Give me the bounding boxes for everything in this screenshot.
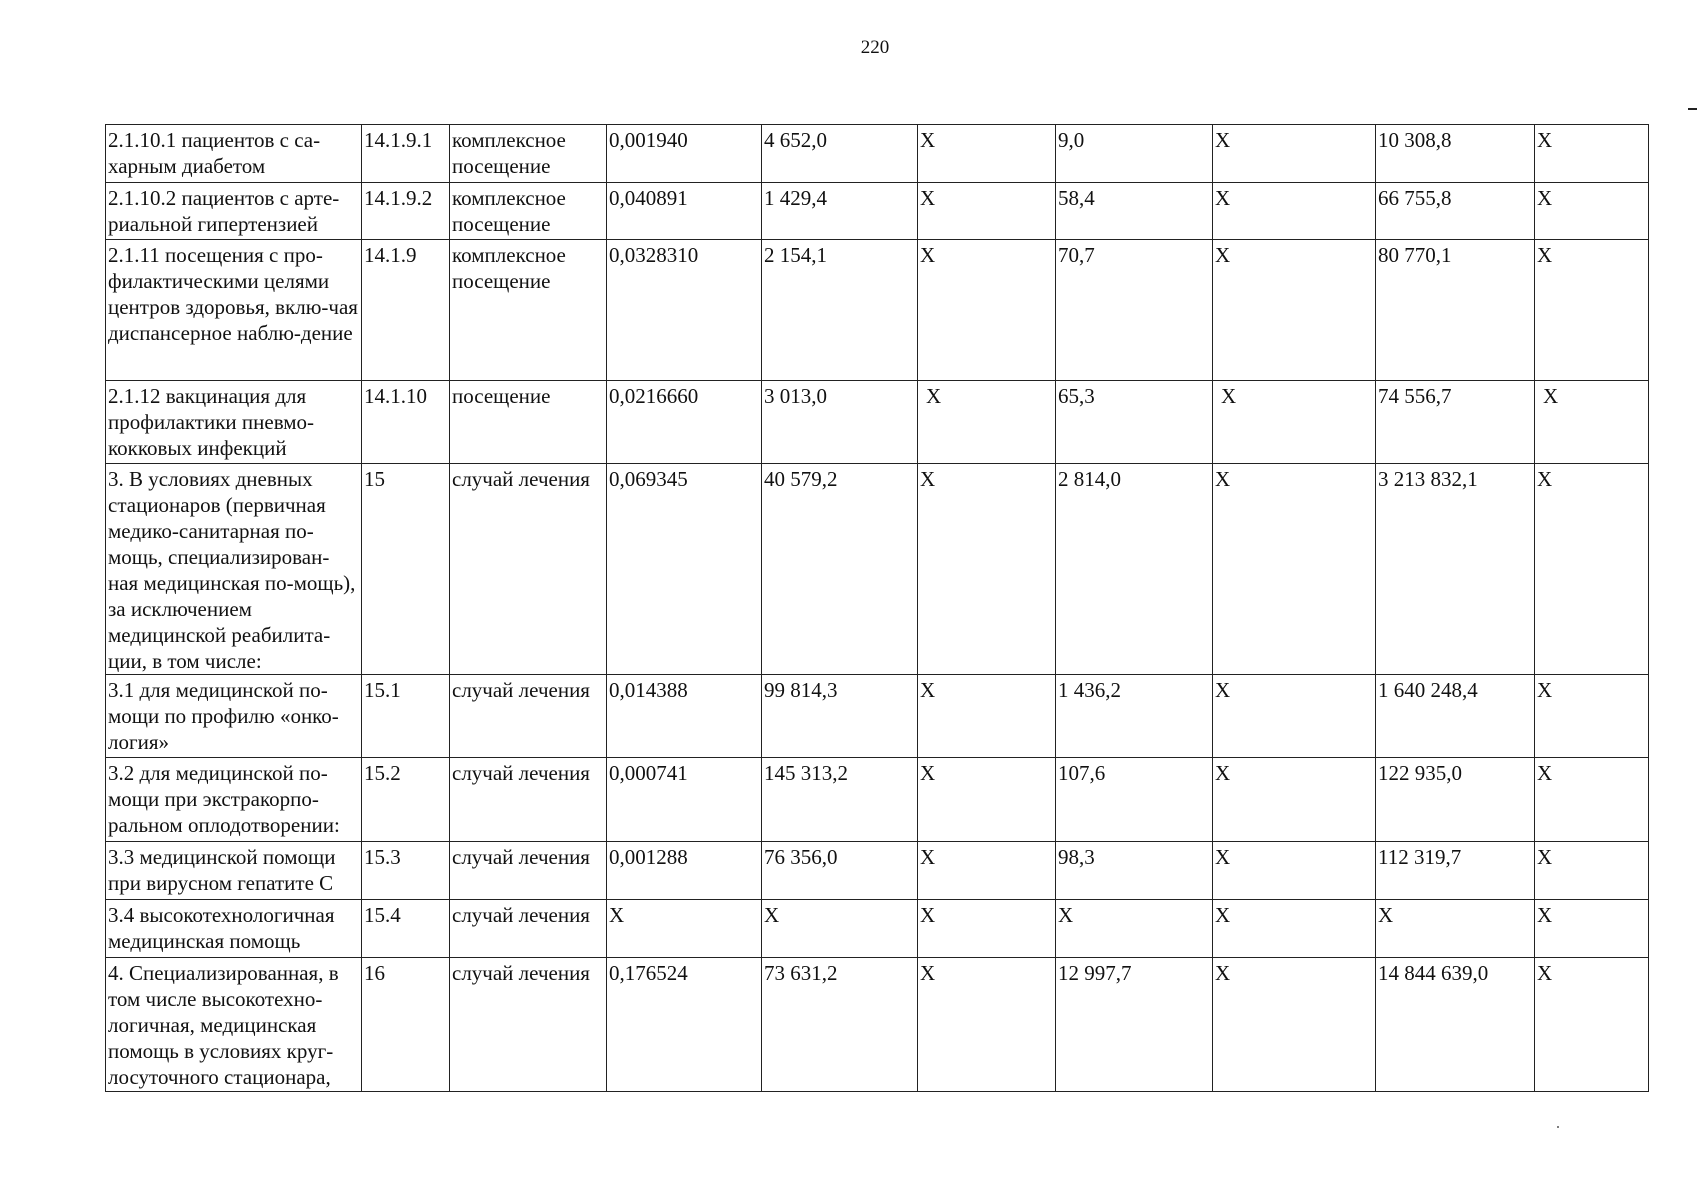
row-code-cell: 14.1.9.1 <box>362 125 450 183</box>
scan-dot <box>1557 1126 1559 1128</box>
row-name-cell: 3.1 для медицинской по-мощи по профилю «онко-логия» <box>106 675 362 758</box>
row-cost-cell: 99 814,3 <box>762 675 918 758</box>
row-col10-cell: X <box>1535 758 1649 842</box>
row-cost-cell: 4 652,0 <box>762 125 918 183</box>
row-col9-cell: X <box>1376 900 1535 958</box>
row-col7-cell: 70,7 <box>1056 240 1213 381</box>
row-col9-cell: 74 556,7 <box>1376 381 1535 464</box>
row-name-cell: 2.1.10.1 пациентов с са-харным диабетом <box>106 125 362 183</box>
table-row <box>106 900 1649 958</box>
row-norm-cell: 0,0328310 <box>607 240 762 381</box>
table-row <box>106 958 1649 1092</box>
row-cost-cell: X <box>762 900 918 958</box>
table-row <box>106 464 1649 675</box>
row-col6-cell: X <box>918 381 1056 464</box>
row-col6-cell: X <box>918 675 1056 758</box>
row-norm-cell: 0,001940 <box>607 125 762 183</box>
row-col7-cell: 98,3 <box>1056 842 1213 900</box>
row-cost-cell: 1 429,4 <box>762 183 918 240</box>
row-col6-cell: X <box>918 958 1056 1092</box>
row-name-cell: 3. В условиях дневных стационаров (первичная медико-санитарная по-мощь, специализирован-ная медицинская по-мощь), за исключением медицинской реабилита-ции, в том числе: <box>106 464 362 675</box>
row-unit-cell: случай лечения <box>450 900 607 958</box>
row-name-cell: 2.1.11 посещения с про-филактическими целями центров здоровья, вклю-чая диспансерное наблю-дение <box>106 240 362 381</box>
row-col9-cell: 3 213 832,1 <box>1376 464 1535 675</box>
row-col7-cell: X <box>1056 900 1213 958</box>
row-col6-cell: X <box>918 183 1056 240</box>
row-col7-cell: 65,3 <box>1056 381 1213 464</box>
row-norm-cell: 0,014388 <box>607 675 762 758</box>
row-code-cell: 15.1 <box>362 675 450 758</box>
row-unit-cell: комплексное посещение <box>450 240 607 381</box>
table-row <box>106 675 1649 758</box>
row-col7-cell: 58,4 <box>1056 183 1213 240</box>
row-col10-cell: X <box>1535 675 1649 758</box>
row-col6-cell: X <box>918 900 1056 958</box>
row-col10-cell: X <box>1535 900 1649 958</box>
table-row <box>106 183 1649 240</box>
row-col9-cell: 112 319,7 <box>1376 842 1535 900</box>
row-col9-cell: 1 640 248,4 <box>1376 675 1535 758</box>
row-cost-cell: 145 313,2 <box>762 758 918 842</box>
row-col7-cell: 12 997,7 <box>1056 958 1213 1092</box>
row-col6-cell: X <box>918 464 1056 675</box>
row-norm-cell: 0,001288 <box>607 842 762 900</box>
row-code-cell: 15.4 <box>362 900 450 958</box>
row-unit-cell: комплексное посещение <box>450 125 607 183</box>
row-unit-cell: случай лечения <box>450 958 607 1092</box>
row-unit-cell: случай лечения <box>450 675 607 758</box>
page-number: 220 <box>860 37 890 58</box>
row-name-cell: 3.2 для медицинской по-мощи при экстракорпо-ральном оплодотворении: <box>106 758 362 842</box>
table-row <box>106 240 1649 381</box>
table-row <box>106 758 1649 842</box>
row-code-cell: 14.1.9.2 <box>362 183 450 240</box>
row-col9-cell: 10 308,8 <box>1376 125 1535 183</box>
row-col8-cell: X <box>1213 958 1376 1092</box>
row-col8-cell: X <box>1213 758 1376 842</box>
row-col6-cell: X <box>918 758 1056 842</box>
row-name-cell: 2.1.12 вакцинация для профилактики пневмо-кокковых инфекций <box>106 381 362 464</box>
row-col8-cell: X <box>1213 464 1376 675</box>
row-code-cell: 14.1.10 <box>362 381 450 464</box>
row-col8-cell: X <box>1213 125 1376 183</box>
row-cost-cell: 73 631,2 <box>762 958 918 1092</box>
row-code-cell: 16 <box>362 958 450 1092</box>
table-row <box>106 125 1649 183</box>
row-col9-cell: 80 770,1 <box>1376 240 1535 381</box>
row-col10-cell: X <box>1535 842 1649 900</box>
row-cost-cell: 2 154,1 <box>762 240 918 381</box>
row-col6-cell: X <box>918 240 1056 381</box>
row-cost-cell: 76 356,0 <box>762 842 918 900</box>
row-norm-cell: 0,0216660 <box>607 381 762 464</box>
row-col10-cell: X <box>1535 958 1649 1092</box>
row-unit-cell: случай лечения <box>450 842 607 900</box>
row-code-cell: 15 <box>362 464 450 675</box>
row-col8-cell: X <box>1213 675 1376 758</box>
row-col7-cell: 107,6 <box>1056 758 1213 842</box>
row-cost-cell: 40 579,2 <box>762 464 918 675</box>
row-name-cell: 2.1.10.2 пациентов с арте-риальной гипертензией <box>106 183 362 240</box>
row-col8-cell: X <box>1213 183 1376 240</box>
row-col10-cell: X <box>1535 183 1649 240</box>
row-norm-cell: X <box>607 900 762 958</box>
row-col8-cell: X <box>1213 240 1376 381</box>
row-col9-cell: 66 755,8 <box>1376 183 1535 240</box>
table-row <box>106 842 1649 900</box>
row-unit-cell: случай лечения <box>450 758 607 842</box>
row-col7-cell: 1 436,2 <box>1056 675 1213 758</box>
row-col10-cell: X <box>1535 464 1649 675</box>
row-code-cell: 14.1.9 <box>362 240 450 381</box>
row-norm-cell: 0,176524 <box>607 958 762 1092</box>
row-col9-cell: 14 844 639,0 <box>1376 958 1535 1092</box>
data-table <box>105 124 1649 1092</box>
row-col10-cell: X <box>1535 381 1649 464</box>
row-col6-cell: X <box>918 842 1056 900</box>
row-col7-cell: 9,0 <box>1056 125 1213 183</box>
row-cost-cell: 3 013,0 <box>762 381 918 464</box>
row-unit-cell: случай лечения <box>450 464 607 675</box>
row-col8-cell: X <box>1213 381 1376 464</box>
row-col7-cell: 2 814,0 <box>1056 464 1213 675</box>
row-name-cell: 3.3 медицинской помощи при вирусном гепатите С <box>106 842 362 900</box>
row-name-cell: 3.4 высокотехнологичная медицинская помощь <box>106 900 362 958</box>
row-unit-cell: посещение <box>450 381 607 464</box>
row-col10-cell: X <box>1535 125 1649 183</box>
row-col10-cell: X <box>1535 240 1649 381</box>
row-col6-cell: X <box>918 125 1056 183</box>
row-norm-cell: 0,069345 <box>607 464 762 675</box>
table-row <box>106 381 1649 464</box>
row-code-cell: 15.2 <box>362 758 450 842</box>
row-unit-cell: комплексное посещение <box>450 183 607 240</box>
row-col8-cell: X <box>1213 900 1376 958</box>
row-norm-cell: 0,040891 <box>607 183 762 240</box>
row-col8-cell: X <box>1213 842 1376 900</box>
row-code-cell: 15.3 <box>362 842 450 900</box>
edge-mark <box>1688 108 1697 110</box>
row-name-cell: 4. Специализированная, в том числе высокотехно-логичная, медицинская помощь в условиях круг-лосуточного стационара, <box>106 958 362 1092</box>
row-norm-cell: 0,000741 <box>607 758 762 842</box>
row-col9-cell: 122 935,0 <box>1376 758 1535 842</box>
